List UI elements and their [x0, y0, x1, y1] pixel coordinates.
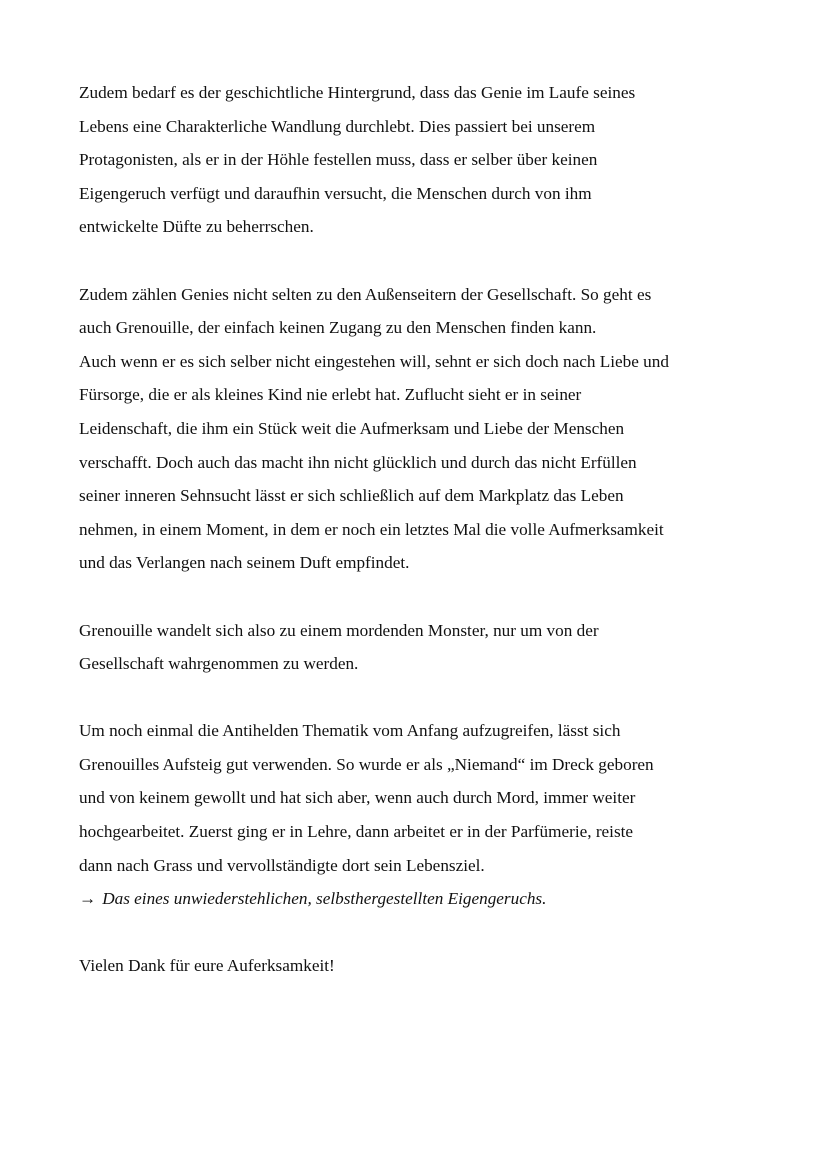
text-line: Eigengeruch verfügt und daraufhin versucht, die Menschen durch von ihm [79, 183, 592, 203]
paragraph-gap [79, 681, 769, 715]
paragraph-monster [79, 614, 769, 681]
paragraph-outsider [79, 278, 769, 580]
text-line: dann nach Grass und vervollständigte dort sein Lebensziel. [79, 855, 485, 875]
text-line: nehmen, in einem Moment, in dem er noch ein letztes Mal die volle Aufmerksamkeit [79, 519, 664, 539]
paragraph-gap [79, 916, 769, 950]
text-line: Auch wenn er es sich selber nicht eingestehen will, sehnt er sich doch nach Liebe und [79, 351, 669, 371]
paragraph-thanks [79, 949, 769, 983]
text-line: Zudem zählen Genies nicht selten zu den Außenseitern der Gesellschaft. So geht es [79, 284, 652, 304]
text-line: und das Verlangen nach seinem Duft empfindet. [79, 553, 410, 573]
document-page [79, 76, 769, 983]
text-line: verschafft. Doch auch das macht ihn nicht glücklich und durch das nicht Erfüllen [79, 452, 637, 472]
text-line: Vielen Dank für eure Auferksamkeit! [79, 956, 335, 976]
text-line: Um noch einmal die Antihelden Thematik vom Anfang aufzugreifen, lässt sich [79, 721, 621, 741]
arrow-right-icon: → [79, 889, 97, 909]
text-line: Protagonisten, als er in der Höhle festellen muss, dass er selber über keinen [79, 150, 598, 170]
text-line: Grenouilles Aufsteig gut verwenden. So wurde er als „Niemand“ im Dreck geboren [79, 754, 654, 774]
paragraph-gap [79, 580, 769, 614]
text-line: Zudem bedarf es der geschichtliche Hintergrund, dass das Genie im Laufe seines [79, 83, 636, 102]
conclusion-text: Das eines unwiederstehlichen, selbsthergestellten Eigengeruchs. [102, 889, 547, 909]
text-line: seiner inneren Sehnsucht lässt er sich schließlich auf dem Markplatz das Leben [79, 486, 624, 506]
conclusion-line [79, 882, 769, 916]
text-line: hochgearbeitet. Zuerst ging er in Lehre, dann arbeitet er in der Parfümerie, reiste [79, 822, 634, 842]
text-line: entwickelte Düfte zu beherrschen. [79, 217, 314, 237]
text-line: und von keinem gewollt und hat sich aber, wenn auch durch Mord, immer weiter [79, 788, 636, 808]
text-line: auch Grenouille, der einfach keinen Zugang zu den Menschen finden kann. [79, 318, 597, 338]
text-line: Fürsorge, die er als kleines Kind nie erlebt hat. Zuflucht sieht er in seiner [79, 385, 582, 405]
text-line: Grenouille wandelt sich also zu einem mordenden Monster, nur um von der [79, 620, 599, 640]
paragraph-antihero [79, 714, 769, 916]
text-line: Lebens eine Charakterliche Wandlung durchlebt. Dies passiert bei unserem [79, 116, 596, 136]
text-line: Gesellschaft wahrgenommen zu werden. [79, 654, 359, 674]
text-line: Leidenschaft, die ihm ein Stück weit die Aufmerksam und Liebe der Menschen [79, 418, 625, 438]
paragraph-genius-transformation [79, 76, 769, 244]
paragraph-gap [79, 244, 769, 278]
